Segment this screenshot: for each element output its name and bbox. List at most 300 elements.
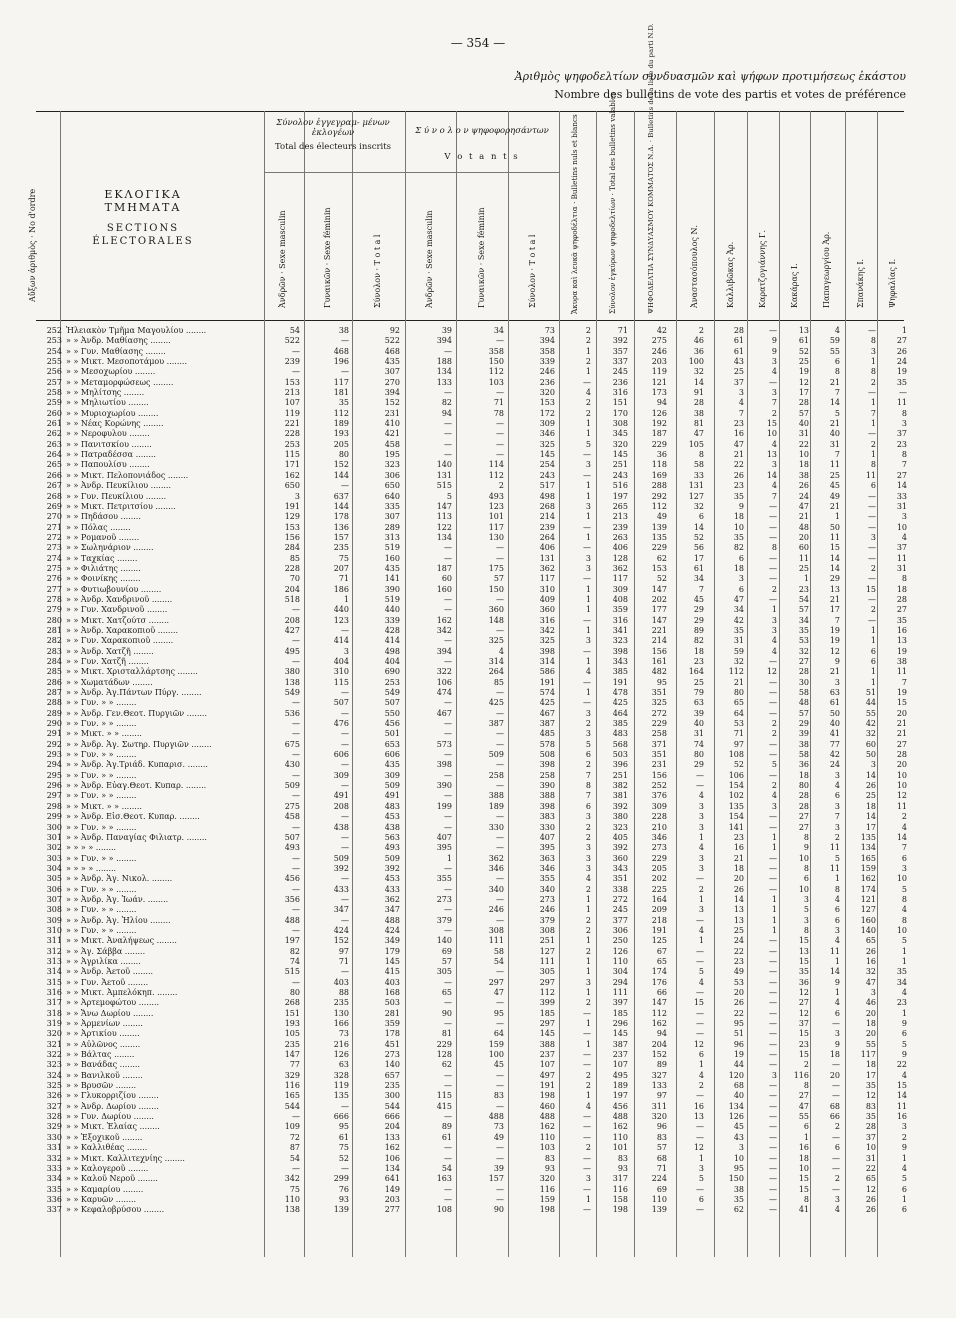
- cell-value: 3: [901, 512, 907, 522]
- cell-value: 65: [865, 1174, 876, 1184]
- cell-value: 8: [834, 884, 840, 894]
- cell-value: 166: [333, 1019, 349, 1029]
- cell-value: 181: [333, 388, 349, 398]
- row-number: 279: [46, 605, 62, 615]
- cell-value: 6: [698, 512, 704, 522]
- cell-value: 205: [333, 439, 349, 449]
- cell-value: 311: [651, 1101, 667, 1111]
- row-number: 282: [46, 636, 62, 646]
- cell-value: 32: [865, 967, 876, 977]
- cell-value: 147: [651, 584, 667, 594]
- header-no: Αὔξων ἀριθμὸς · No d'ordre: [28, 188, 37, 302]
- table-row: [36, 884, 907, 895]
- row-number: 290: [46, 719, 62, 729]
- cell-value: —: [444, 1070, 452, 1080]
- cell-value: 320: [539, 1174, 555, 1184]
- cell-value: 8: [698, 450, 704, 460]
- cell-value: 438: [333, 822, 349, 832]
- table-row: [36, 388, 907, 398]
- cell-value: 95: [733, 1019, 744, 1029]
- cell-value: —: [769, 522, 777, 532]
- table-row: [36, 553, 907, 564]
- cell-value: 456: [284, 874, 300, 884]
- section-name: » » Γυν. » » ........: [66, 719, 137, 729]
- cell-value: 71: [338, 574, 349, 584]
- cell-value: 85: [289, 553, 300, 563]
- cell-value: 549: [284, 688, 300, 698]
- cell-value: 323: [384, 460, 400, 470]
- cell-value: 8: [803, 1081, 809, 1091]
- cell-value: 45: [693, 594, 704, 604]
- table-row: [36, 1060, 907, 1070]
- cell-value: 150: [728, 1174, 744, 1184]
- table-row: [36, 1184, 907, 1195]
- header-men: Ἀνδρῶν · Sexe masculin: [278, 210, 287, 308]
- section-name: » » Καλλιθέας ........: [66, 1143, 148, 1153]
- cell-value: 488: [539, 1112, 555, 1122]
- cell-value: 147: [651, 998, 667, 1008]
- cell-value: 26: [733, 998, 744, 1008]
- cell-value: 116: [284, 1081, 300, 1091]
- cell-value: 51: [733, 1029, 744, 1039]
- cell-value: 4: [834, 936, 840, 946]
- cell-value: 568: [612, 739, 628, 749]
- cell-value: 164: [688, 667, 704, 677]
- cell-value: 1: [834, 988, 840, 997]
- cell-value: —: [769, 863, 777, 873]
- cell-value: 410: [384, 419, 400, 429]
- cell-value: 26: [896, 346, 907, 356]
- cell-value: 13: [896, 636, 907, 646]
- cell-value: 58: [693, 460, 704, 470]
- cell-value: 653: [384, 739, 400, 749]
- cell-value: 1: [585, 594, 591, 604]
- table-row: [36, 408, 907, 419]
- cell-value: 121: [651, 377, 667, 387]
- cell-value: —: [769, 1112, 777, 1122]
- cell-value: —: [832, 1153, 840, 1163]
- cell-value: 9: [834, 1039, 840, 1049]
- cell-value: 228: [284, 429, 300, 439]
- cell-value: 666: [333, 1112, 349, 1122]
- cell-value: 273: [539, 894, 555, 904]
- cell-value: 14: [693, 377, 704, 387]
- cell-value: 187: [436, 563, 452, 573]
- cell-value: 32: [693, 367, 704, 377]
- cell-value: 73: [544, 326, 555, 335]
- cell-value: —: [696, 988, 704, 997]
- table-row: [36, 563, 907, 574]
- cell-value: 216: [333, 1039, 349, 1049]
- row-number: 298: [46, 801, 62, 811]
- cell-value: —: [868, 429, 876, 439]
- section-name: » » Ἀνδρ. Χατζῆ ........: [66, 646, 154, 656]
- cell-value: 61: [829, 698, 840, 708]
- cell-value: 47: [798, 501, 809, 511]
- cell-value: 409: [539, 594, 555, 604]
- cell-value: 22: [733, 460, 744, 470]
- cell-value: 8: [803, 1194, 809, 1204]
- cell-value: 4: [771, 646, 777, 656]
- cell-value: 28: [798, 801, 809, 811]
- cell-value: 2: [585, 398, 591, 408]
- cell-value: 185: [539, 1008, 555, 1018]
- cell-value: 112: [488, 470, 504, 480]
- cell-value: 40: [829, 429, 840, 439]
- cell-value: 83: [656, 1132, 667, 1142]
- cell-value: 60: [798, 543, 809, 553]
- cell-value: 2: [870, 439, 876, 449]
- cell-value: 1: [585, 491, 591, 501]
- cell-value: —: [769, 1091, 777, 1101]
- cell-value: 346: [488, 863, 504, 873]
- cell-value: 292: [651, 491, 667, 501]
- cell-value: 115: [284, 450, 300, 460]
- cell-value: 26: [865, 946, 876, 956]
- cell-value: 258: [539, 770, 555, 780]
- cell-value: 111: [488, 936, 504, 946]
- cell-value: 1: [771, 605, 777, 615]
- cell-value: —: [769, 377, 777, 387]
- cell-value: —: [769, 1060, 777, 1070]
- cell-value: 116: [539, 1184, 555, 1194]
- cell-value: 97: [338, 946, 349, 956]
- cell-value: 21: [733, 677, 744, 687]
- section-name: » » Ἀνδρ. Ἁγ. Ἰωάν. ........: [66, 894, 169, 904]
- cell-value: 17: [829, 605, 840, 615]
- cell-value: 675: [284, 739, 300, 749]
- cell-value: 23: [896, 439, 907, 449]
- cell-value: 29: [829, 574, 840, 584]
- cell-value: 253: [284, 439, 300, 449]
- cell-value: —: [769, 688, 777, 698]
- cell-value: —: [769, 739, 777, 749]
- cell-value: 73: [338, 1029, 349, 1039]
- section-name: » » Ἄνω Δωρίου ........: [66, 1008, 154, 1018]
- cell-value: 66: [656, 988, 667, 997]
- cell-value: 50: [829, 522, 840, 532]
- cell-value: 2: [834, 1174, 840, 1184]
- cell-value: 379: [436, 915, 452, 925]
- cell-value: 140: [384, 1060, 400, 1070]
- cell-value: 10: [798, 450, 809, 460]
- cell-value: —: [868, 594, 876, 604]
- cell-value: 20: [829, 1070, 840, 1080]
- section-name: » » Ρομανοῦ ........: [66, 532, 140, 542]
- header-pref-5: Παπαγεωργίου Ἀρ.: [822, 231, 831, 308]
- cell-value: —: [444, 884, 452, 894]
- cell-value: 2: [585, 822, 591, 832]
- cell-value: 3: [738, 574, 744, 584]
- cell-value: 4: [834, 894, 840, 904]
- cell-value: 5: [901, 936, 907, 946]
- cell-value: 427: [284, 625, 300, 635]
- cell-value: —: [496, 336, 504, 346]
- cell-value: —: [868, 326, 876, 335]
- cell-value: —: [496, 450, 504, 460]
- section-name: » » Ἀνδρ. Εὐαγ.Θεοτ. Κυπαρ. ........: [66, 781, 207, 791]
- cell-value: 1: [803, 1132, 809, 1142]
- cell-value: —: [444, 750, 452, 760]
- cell-value: 310: [539, 584, 555, 594]
- cell-value: 435: [384, 760, 400, 770]
- cell-value: 58: [798, 750, 809, 760]
- cell-value: 204: [384, 1122, 400, 1132]
- cell-value: 2: [834, 1122, 840, 1132]
- section-name: » » Ἀνδρ. Ἁγ. Νικολ. ........: [66, 874, 173, 884]
- section-header-fr-1: SECTIONS: [106, 223, 180, 234]
- cell-value: 28: [733, 326, 744, 335]
- cell-value: —: [292, 367, 300, 377]
- cell-value: 52: [338, 1153, 349, 1163]
- table-row: [36, 894, 907, 905]
- cell-value: 32: [693, 501, 704, 511]
- cell-value: 1: [771, 843, 777, 853]
- cell-value: 42: [656, 326, 667, 335]
- cell-value: 25: [693, 677, 704, 687]
- cell-value: 127: [860, 905, 876, 915]
- cell-value: 433: [384, 884, 400, 894]
- cell-value: 4: [698, 977, 704, 987]
- cell-value: 101: [488, 512, 504, 522]
- row-number: 328: [46, 1112, 62, 1122]
- cell-value: 398: [539, 801, 555, 811]
- cell-value: 209: [651, 905, 667, 915]
- cell-value: 1: [901, 1008, 907, 1018]
- cell-value: 80: [798, 781, 809, 791]
- cell-value: 2: [585, 326, 591, 335]
- cell-value: 351: [612, 874, 628, 884]
- cell-value: 117: [539, 574, 555, 584]
- cell-value: 153: [651, 563, 667, 573]
- table-row: [36, 708, 907, 719]
- cell-value: 93: [617, 1163, 628, 1173]
- cell-value: 346: [651, 832, 667, 842]
- cell-value: 606: [333, 750, 349, 760]
- cell-value: 16: [733, 843, 744, 853]
- cell-value: 516: [612, 481, 628, 491]
- row-number: 335: [46, 1184, 62, 1194]
- cell-value: 80: [338, 450, 349, 460]
- cell-value: 578: [539, 739, 555, 749]
- cell-value: 254: [539, 460, 555, 470]
- cell-value: —: [292, 884, 300, 894]
- row-number: 326: [46, 1091, 62, 1101]
- cell-value: 507: [384, 698, 400, 708]
- cell-value: 6: [834, 915, 840, 925]
- row-number: 276: [46, 574, 62, 584]
- cell-value: 1: [585, 429, 591, 439]
- table-row: [36, 1112, 907, 1122]
- cell-value: 3: [585, 729, 591, 739]
- cell-value: 213: [612, 512, 628, 522]
- cell-value: 346: [539, 863, 555, 873]
- cell-value: 390: [436, 781, 452, 791]
- cell-value: —: [444, 388, 452, 398]
- cell-value: 157: [488, 1174, 504, 1184]
- table-row: [36, 1194, 907, 1205]
- cell-value: 536: [284, 708, 300, 718]
- cell-value: 15: [829, 543, 840, 553]
- cell-value: —: [696, 1091, 704, 1101]
- cell-value: 239: [539, 522, 555, 532]
- cell-value: 2: [803, 1060, 809, 1070]
- cell-value: 213: [284, 388, 300, 398]
- cell-value: 37: [798, 1019, 809, 1029]
- row-number: 333: [46, 1163, 62, 1173]
- cell-value: 11: [829, 843, 840, 853]
- cell-value: 17: [865, 822, 876, 832]
- cell-value: 21: [829, 667, 840, 677]
- table-row: [36, 719, 907, 729]
- cell-value: 316: [612, 615, 628, 625]
- cell-value: 90: [493, 1205, 504, 1215]
- section-name: » » Ἀνδρ. Ἀετοῦ ........: [66, 967, 154, 977]
- cell-value: —: [769, 657, 777, 666]
- cell-value: 158: [612, 1194, 628, 1204]
- cell-value: 82: [733, 543, 744, 553]
- cell-value: 8: [901, 894, 907, 904]
- cell-value: 239: [612, 522, 628, 532]
- cell-value: 18: [733, 863, 744, 873]
- section-name: » » Ἀνδρ. Ἁγ.Τριάδ. Κυπαρισ. ........: [66, 760, 208, 770]
- cell-value: 1: [585, 481, 591, 491]
- cell-value: 93: [544, 1163, 555, 1173]
- cell-value: 398: [539, 760, 555, 770]
- cell-value: —: [769, 1081, 777, 1091]
- cell-value: 23: [733, 832, 744, 842]
- cell-value: 229: [651, 853, 667, 863]
- cell-value: 154: [728, 812, 744, 822]
- cell-value: 468: [384, 346, 400, 356]
- cell-value: 31: [896, 501, 907, 511]
- cell-value: 2: [870, 563, 876, 573]
- cell-value: —: [868, 501, 876, 511]
- cell-value: 133: [651, 1081, 667, 1091]
- cell-value: 35: [865, 1081, 876, 1091]
- cell-value: 4: [771, 636, 777, 646]
- cell-value: 39: [441, 326, 452, 335]
- cell-value: 73: [493, 1122, 504, 1132]
- cell-value: 28: [896, 750, 907, 760]
- cell-value: 467: [436, 708, 452, 718]
- cell-value: 34: [493, 326, 504, 335]
- cell-value: 351: [651, 688, 667, 698]
- cell-value: 54: [493, 956, 504, 966]
- section-name: » » Μικτ. Ἑλαίας ........: [66, 1122, 160, 1132]
- row-number: 321: [46, 1039, 62, 1049]
- cell-value: 1: [771, 915, 777, 925]
- cell-value: 14: [829, 563, 840, 573]
- row-number: 266: [46, 470, 62, 480]
- cell-value: 33: [693, 470, 704, 480]
- cell-value: 27: [896, 605, 907, 615]
- cell-value: —: [696, 956, 704, 966]
- cell-value: 8: [901, 915, 907, 925]
- cell-value: 165: [284, 1091, 300, 1101]
- cell-value: —: [496, 708, 504, 718]
- cell-value: 111: [539, 956, 555, 966]
- cell-value: 57: [656, 1143, 667, 1153]
- cell-value: 23: [693, 657, 704, 666]
- cell-value: 406: [612, 543, 628, 553]
- row-number: 330: [46, 1132, 62, 1142]
- cell-value: —: [769, 1174, 777, 1184]
- cell-value: 37: [865, 1132, 876, 1142]
- cell-value: 47: [865, 977, 876, 987]
- cell-value: 6: [585, 801, 591, 811]
- cell-value: 5: [698, 967, 704, 977]
- cell-value: 398: [612, 646, 628, 656]
- cell-value: 35: [896, 615, 907, 625]
- section-name: » » Γυν. Ἀετοῦ ........: [66, 977, 149, 987]
- table-row: [36, 1143, 907, 1153]
- cell-value: 246: [651, 346, 667, 356]
- table-row: [36, 1132, 907, 1143]
- cell-value: 57: [798, 605, 809, 615]
- cell-value: 408: [612, 594, 628, 604]
- cell-value: 650: [384, 481, 400, 491]
- cell-value: 63: [693, 698, 704, 708]
- cell-value: 296: [612, 1019, 628, 1029]
- cell-value: 12: [798, 1008, 809, 1018]
- cell-value: 509: [488, 750, 504, 760]
- cell-value: 134: [728, 1101, 744, 1111]
- cell-value: —: [341, 894, 349, 904]
- cell-value: 1: [585, 512, 591, 522]
- cell-value: 2: [585, 408, 591, 418]
- section-name: » » Ἁγ. Σάββα ........: [66, 946, 146, 956]
- page-number: — 354 —: [450, 36, 506, 50]
- cell-value: 138: [284, 677, 300, 687]
- cell-value: 43: [733, 357, 744, 367]
- cell-value: 115: [333, 677, 349, 687]
- cell-value: 102: [728, 791, 744, 801]
- cell-value: 176: [651, 977, 667, 987]
- row-number: 316: [46, 988, 62, 997]
- cell-value: 380: [612, 812, 628, 822]
- cell-value: 145: [539, 450, 555, 460]
- cell-value: —: [496, 1019, 504, 1029]
- cell-value: —: [769, 884, 777, 894]
- section-name: » » Μικτ. Χρισταλλάρτσης ........: [66, 667, 198, 677]
- cell-value: 6: [901, 1184, 907, 1194]
- cell-value: 25: [829, 470, 840, 480]
- cell-value: 308: [612, 419, 628, 429]
- cell-value: 47: [693, 429, 704, 439]
- cell-value: 245: [612, 905, 628, 915]
- cell-value: —: [496, 760, 504, 770]
- cell-value: 21: [733, 853, 744, 863]
- cell-value: 108: [728, 750, 744, 760]
- cell-value: —: [769, 1008, 777, 1018]
- cell-value: 2: [585, 1070, 591, 1080]
- cell-value: —: [496, 1153, 504, 1163]
- section-name: » » Κεφαλοβρύσου ........: [66, 1205, 165, 1215]
- cell-value: 1: [585, 657, 591, 666]
- cell-value: 191: [612, 677, 628, 687]
- cell-value: 1: [585, 532, 591, 542]
- cell-value: 339: [539, 357, 555, 367]
- cell-value: —: [444, 1143, 452, 1153]
- cell-value: —: [583, 615, 591, 625]
- cell-value: 1: [585, 1194, 591, 1204]
- cell-value: 24: [896, 357, 907, 367]
- cell-value: 396: [612, 760, 628, 770]
- cell-value: —: [292, 1112, 300, 1122]
- cell-value: —: [496, 967, 504, 977]
- cell-value: —: [696, 874, 704, 884]
